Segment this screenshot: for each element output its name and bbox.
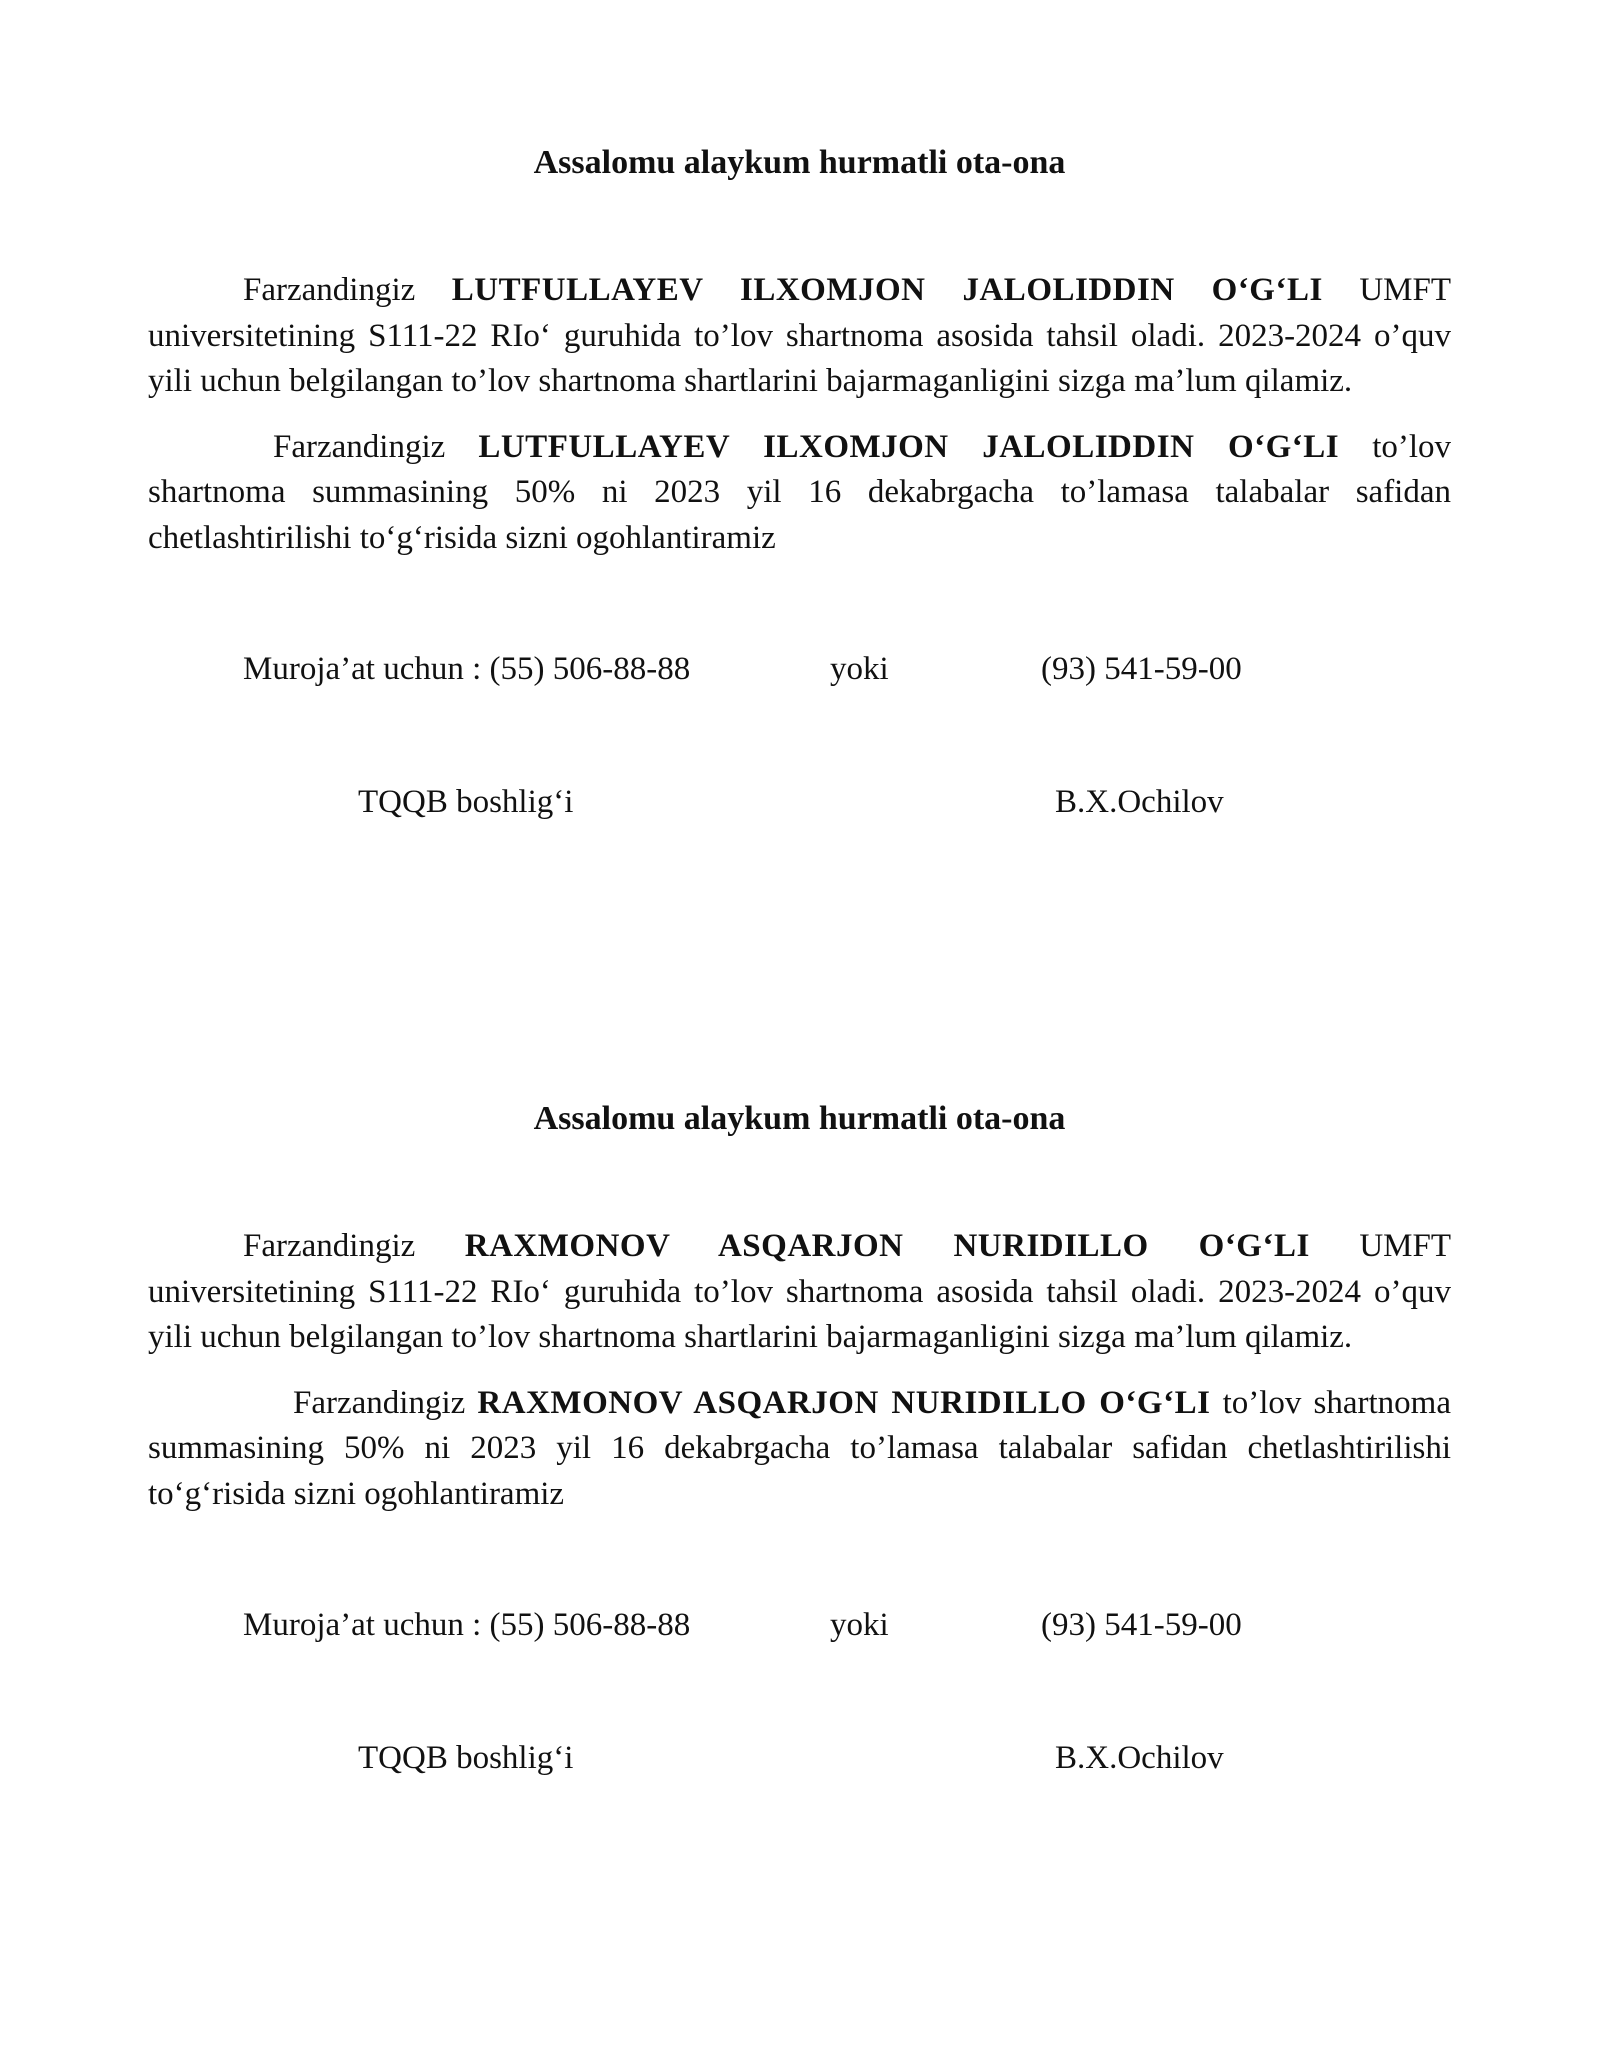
paragraph-text: to’lov shartnoma summasining 50% ni 2023 yil 16 dekabrgacha to’lamasa talabalar safidan chetlashtirilishi to‘g‘risida sizni ogohlantiramiz <box>148 428 1452 556</box>
student-name: LUTFULLAYEV ILXOMJON JALOLIDDIN O‘G‘LI <box>478 428 1340 465</box>
paragraph-text: UMFT universitetining S111-22 RIo‘ guruhida to’lov shartnoma asosida tahsil oladi. 2023-2024 o’quv yili uchun belgilangan to’lov shartnoma shartlarini bajarmaganligini sizga ma’lum qilamiz. <box>148 1228 1451 1355</box>
signer-title: TQQB boshlig‘i <box>358 1740 574 1776</box>
greeting-heading: Assalomu alaykum hurmatli ota-ona <box>533 1100 1066 1137</box>
contact-or: yoki <box>830 1607 889 1643</box>
paragraph-prefix: Farzandingiz <box>243 1228 416 1264</box>
notice-paragraph <box>148 1224 1451 1361</box>
contact-phone2: (93) 541-59-00 <box>1041 651 1242 687</box>
paragraph-prefix: Farzandingiz <box>273 428 446 465</box>
contact-phone2: (93) 541-59-00 <box>1041 1607 1242 1643</box>
student-name: RAXMONOV ASQARJON NURIDILLO O‘G‘LI <box>464 1228 1310 1264</box>
student-name: RAXMONOV ASQARJON NURIDILLO O‘G‘LI <box>477 1384 1211 1421</box>
paragraph-text: to’lov shartnoma summasining 50% ni 2023 yil 16 dekabrgacha to’lamasa talabalar safidan chetlashtirilishi to‘g‘risida sizni ogohlantiramiz <box>148 1384 1451 1512</box>
paragraph-prefix: Farzandingiz <box>243 272 416 308</box>
contact-or: yoki <box>830 651 889 687</box>
signature-row <box>148 1736 1451 1781</box>
warning-paragraph <box>148 425 1451 562</box>
notice-paragraph <box>148 268 1451 405</box>
contact-row <box>148 1603 1451 1648</box>
warning-paragraph <box>148 1381 1451 1518</box>
paragraph-prefix: Farzandingiz <box>293 1384 466 1421</box>
contact-label-phone1: Muroja’at uchun : (55) 506-88-88 <box>243 1607 691 1643</box>
signature-row <box>148 780 1451 825</box>
paragraph-text: UMFT universitetining S111-22 RIo‘ guruhida to’lov shartnoma asosida tahsil oladi. 2023-2024 o’quv yili uchun belgilangan to’lov shartnoma shartlarini bajarmaganligini sizga ma’lum qilamiz. <box>148 272 1451 399</box>
contact-label-phone1: Muroja’at uchun : (55) 506-88-88 <box>243 651 691 687</box>
contact-row <box>148 647 1451 692</box>
letter-1 <box>148 130 1451 825</box>
signer-name: B.X.Ochilov <box>1055 1740 1224 1776</box>
greeting-heading: Assalomu alaykum hurmatli ota-ona <box>533 144 1066 181</box>
student-name: LUTFULLAYEV ILXOMJON JALOLIDDIN O‘G‘LI <box>451 272 1323 308</box>
signer-title: TQQB boshlig‘i <box>358 784 574 820</box>
letter-2 <box>148 1086 1451 1781</box>
signer-name: B.X.Ochilov <box>1055 784 1224 820</box>
